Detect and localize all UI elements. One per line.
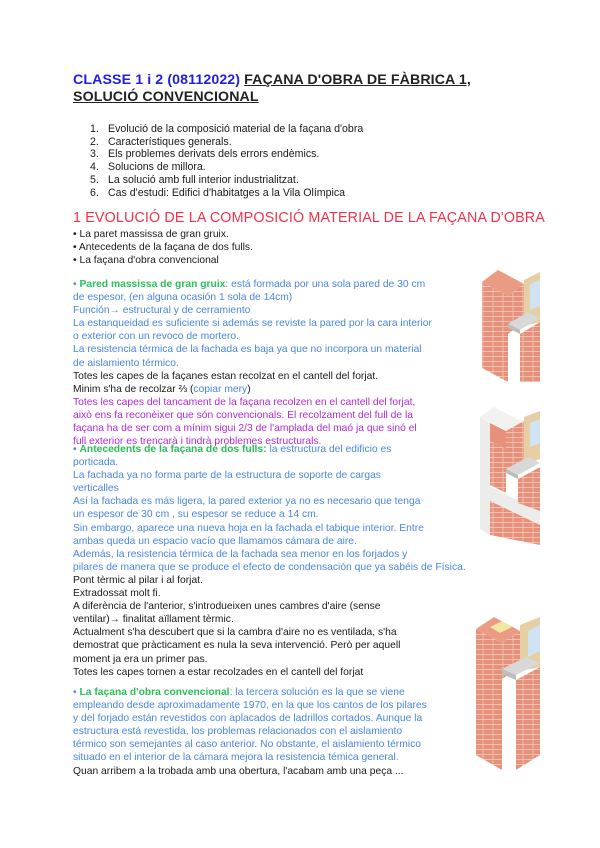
paragraph-line: [73, 383, 468, 396]
paragraph-line: estructura está revestida, los problemas relacionados con el aislamiento: [73, 726, 403, 738]
paragraph-line: A diferència de l'anterior, s'introdueixen unes cambres d'aire (sense: [73, 601, 381, 613]
paragraph-line: [73, 443, 468, 456]
paragraph-line: empleando desde aproximadamente 1970, en la que los cantos de los pilares: [73, 700, 427, 712]
toc-item: [90, 174, 363, 187]
toc-number: 2.: [90, 135, 99, 148]
paragraph-line: Totes les capes tornen a estar recolzades en el cantell del forjat: [73, 666, 364, 678]
toc-item: [90, 123, 363, 136]
paragraph-line: full exterior es trencarà i tindrà problemes estructurals.: [73, 436, 322, 448]
toc-label: La solució amb full interior industrialitzat.: [108, 173, 299, 186]
conventional-facade-block: [73, 686, 468, 778]
paragraph-line: ventilar)→ finalitat aïllament tèrmic.: [73, 614, 234, 626]
paragraph-line: La resistencia térmica de la fachada es baja ya que no incorpora un material: [73, 344, 422, 356]
paragraph-line: La fachada ya no forma parte de la estructura de soporte de cargas: [73, 470, 381, 482]
two-leaf-block: [73, 443, 468, 679]
toc-item: [90, 148, 363, 161]
solid-brick-wall-illustration: [468, 262, 540, 382]
title-class-label: CLASSE 1 i 2 (08112022): [73, 72, 245, 88]
bullet-mark: •: [73, 444, 80, 455]
term-label: Pared massissa de gran gruix: [79, 279, 226, 290]
paragraph-line: ambas queda un espacio vacío que llamamos cámara de aire.: [73, 535, 357, 547]
toc-item: [90, 187, 363, 200]
toc-item: [90, 136, 363, 149]
paragraph-line: moment ja era un primer pas.: [73, 653, 208, 665]
toc-number: 1.: [90, 123, 99, 135]
paragraph-line: térmico son semejantes al caso anterior. No obstante, el aislamiento térmico: [73, 739, 421, 751]
toc-label: Solucions de millora.: [108, 161, 206, 174]
paragraph-line: [73, 686, 468, 699]
text-run: Minim s'ha de recolzar ⅔ (: [73, 383, 194, 395]
section-bullet-list: [73, 228, 253, 267]
paragraph-line: y del forjado están revestidos con aplacados de ladrillos cortados. Aunque la: [73, 713, 423, 725]
bullet-mark: •: [73, 687, 80, 698]
text-run: : está formada por una sola pared de 30 cm: [225, 279, 426, 290]
toc-label: Els problemes derivats dels errors endèmics.: [108, 148, 320, 161]
toc-label: Cas d'estudi: Edifici d'habitatges a la Vila Olímpica: [108, 186, 346, 199]
paragraph-line: Totes les capes del tancament de la façana recolzen en el cantell del forjat,: [73, 396, 416, 408]
paragraph-line: Actualment s'ha descubert que si la cambra d'aire no es ventilada, s'ha: [73, 627, 397, 639]
bullet-item: • Antecedents de la façana de dos fulls.: [73, 242, 253, 253]
title-topic-line2: SOLUCIÓ CONVENCIONAL: [73, 89, 259, 105]
bullet-item: • La paret massissa de gran gruix.: [73, 229, 229, 240]
paragraph-line: de aislamiento térmico.: [73, 357, 179, 369]
toc-number: 6.: [90, 186, 99, 199]
paragraph-line: [73, 278, 468, 291]
title-topic-line1: FAÇANA D'OBRA DE FÀBRICA 1,: [244, 72, 471, 88]
toc-label: Característiques generals.: [108, 135, 232, 148]
paragraph-line: porticada.: [73, 457, 119, 469]
paragraph-line: Extradossat molt fi.: [73, 588, 161, 600]
toc-number: 3.: [90, 148, 99, 161]
term-label: Antecedents de la façana de dos fulls:: [79, 444, 267, 455]
paragraph-line: un espesor de 30 cm , su espesor se reduce a 14 cm.: [73, 509, 319, 521]
page-title: [73, 72, 533, 106]
toc-number: 4.: [90, 161, 99, 174]
paragraph-line: Pont tèrmic al pilar i al forjat.: [73, 574, 203, 586]
paragraph-line: de espesor, (en alguna ocasión 1 sola de 14cm): [73, 292, 293, 304]
paragraph-line: Sin embargo, aparece una nueva hoja en la fachada el tabique interior. Entre: [73, 522, 424, 534]
toc-item: [90, 161, 363, 174]
paragraph-line: La estanqueidad es suficiente si además se reviste la pared por la cara interior: [73, 318, 432, 330]
solid-wall-block: [73, 278, 468, 448]
paragraph-line: o exterior con un revoco de mortero.: [73, 331, 239, 343]
paragraph-line: situado en el interior de la cámara mejora la resistencia témica general.: [73, 752, 399, 764]
term-label: La façana d'obra convencional: [79, 687, 230, 698]
paragraph-line: Así la fachada es más ligera, la pared exterior ya no es necesario que tenga: [73, 496, 421, 508]
paragraph-line: Función→ estructural y de cerramiento: [73, 305, 251, 317]
paragraph-line: façana ha de ser com a mínim sigui 2/3 de l'amplada del maó ja que sinó el: [73, 423, 417, 435]
toc-number: 5.: [90, 173, 99, 186]
two-leaf-facade-illustration: [468, 403, 540, 545]
bullet-item: • La façana d'obra convencional: [73, 255, 219, 266]
text-run: ): [247, 383, 251, 395]
section-heading: 1 EVOLUCIÓ DE LA COMPOSICIÓ MATERIAL DE LA FAÇANA D'OBRA: [73, 210, 545, 226]
paragraph-line: això ens fa reconèixer que són convencionals. El recolzament del full de la: [73, 409, 413, 421]
text-run: la estructura del edificio es: [266, 444, 392, 455]
paragraph-line: demostrat que pràcticament es nula la seva intervenció. Però per aquell: [73, 640, 401, 652]
paragraph-line: verticalles: [73, 483, 119, 495]
paragraph-line: Quan arribem a la trobada amb una obertura, l'acabam amb una peça ...: [73, 765, 404, 777]
table-of-contents: [90, 123, 363, 199]
paragraph-line: pilares de manera que se produce el efecto de condensación que ya sabéis de Física.: [73, 561, 466, 573]
toc-label: Evolució de la composició material de la façana d'obra: [108, 123, 364, 135]
paragraph-line: Además, la resistencia térmica de la fachada sea menor en los forjados y: [73, 548, 408, 560]
conventional-facade-illustration: [468, 605, 540, 770]
bullet-mark: •: [73, 279, 80, 290]
note-link[interactable]: copiar mery: [193, 383, 248, 395]
paragraph-line: Totes les capes de la façanes estan recolzat en el cantell del forjat.: [73, 370, 379, 382]
text-run: : la tercera solución es la que se viene: [229, 687, 405, 698]
